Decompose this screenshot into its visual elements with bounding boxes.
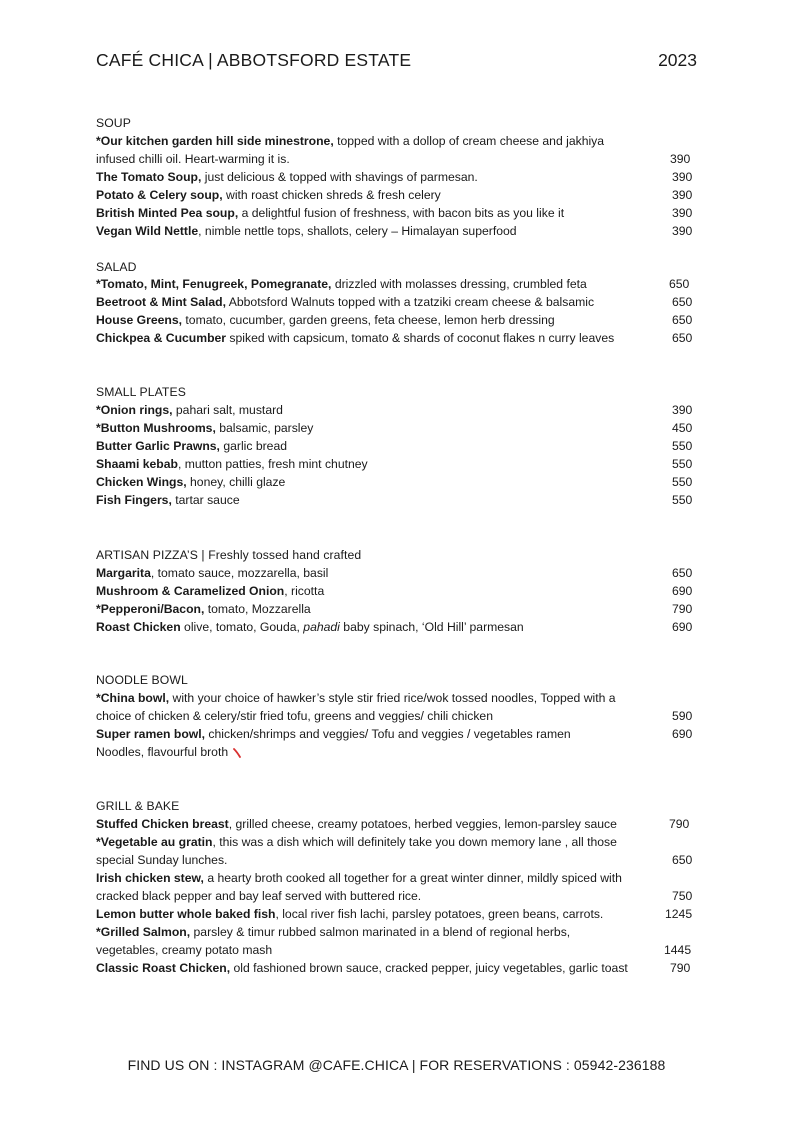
item-name: The Tomato Soup, (96, 170, 202, 184)
menu-item-tomato-soup (96, 170, 478, 184)
item-description: Noodles, flavourful broth (96, 745, 229, 759)
menu-item-minestrone (96, 134, 604, 148)
menu-item-chicken-wings (96, 475, 285, 489)
item-description: a hearty broth cooked all together for a great winter dinner, mildly spiced with (203, 871, 622, 885)
item-price: 690 (672, 584, 693, 598)
item-description: with roast chicken shreds & fresh celery (222, 188, 441, 202)
item-description-cont: special Sunday lunches. (96, 853, 228, 867)
item-name: *Our kitchen garden hill side minestrone, (96, 134, 334, 148)
item-name: Mushroom & Caramelized Onion (96, 584, 285, 598)
item-name: *Grilled Salmon, (96, 925, 191, 939)
item-price: 390 (672, 403, 693, 417)
menu-item-wild-nettle (96, 224, 517, 238)
item-name: *China bowl, (96, 691, 170, 705)
item-name: Lemon butter whole baked fish (96, 907, 276, 921)
item-description: chicken/shrimps and veggies/ Tofu and veggies / vegetables ramen (205, 727, 571, 741)
menu-item-margarita (96, 566, 328, 580)
item-description: topped with a dollop of cream cheese and jakhiya (333, 134, 605, 148)
item-description: , this was a dish which will definitely take you down memory lane , all those (212, 835, 617, 849)
item-price: 690 (672, 620, 693, 634)
item-description: a delightful fusion of freshness, with bacon bits as you like it (238, 206, 565, 220)
item-price: 390 (672, 206, 693, 220)
menu-item-pea-soup (96, 206, 564, 220)
item-name: Classic Roast Chicken, (96, 961, 231, 975)
item-description: garlic bread (219, 439, 288, 453)
section-title-grill-bake: GRILL & BAKE (96, 799, 180, 813)
menu-item-button-mushrooms (96, 421, 313, 435)
item-description-cont: vegetables, creamy potato mash (96, 943, 273, 957)
item-description: , local river fish lachi, parsley potatoes, green beans, carrots. (275, 907, 604, 921)
menu-header (96, 50, 697, 74)
item-description: with your choice of hawker’s style stir fried rice/wok tossed noodles, Topped with a (169, 691, 616, 705)
item-price: 550 (672, 475, 693, 489)
item-price: 690 (672, 727, 693, 741)
item-price: 650 (672, 295, 693, 309)
item-description: baby spinach, ‘Old Hill’ parmesan (339, 620, 524, 634)
menu-item-mushroom-onion-pizza (96, 584, 324, 598)
item-description-italic: pahadi (303, 620, 340, 634)
item-description: , tomato sauce, mozzarella, basil (150, 566, 329, 580)
item-name: Super ramen bowl, (96, 727, 206, 741)
item-description: olive, tomato, Gouda, (180, 620, 304, 634)
item-price: 390 (672, 188, 693, 202)
menu-item-roast-chicken-pizza (96, 620, 524, 634)
menu-item-vegetable-au-gratin (96, 835, 617, 849)
menu-item-baked-fish (96, 907, 603, 921)
item-price: 790 (672, 602, 693, 616)
item-description: tomato, Mozzarella (204, 602, 311, 616)
menu-item-chickpea-cucumber (96, 331, 614, 345)
item-name: Chicken Wings, (96, 475, 187, 489)
item-description: tomato, cucumber, garden greens, feta cheese, lemon herb dressing (182, 313, 555, 327)
item-price: 550 (672, 457, 693, 471)
item-price: 1245 (665, 907, 693, 921)
item-description: balsamic, parsley (215, 421, 314, 435)
item-price: 390 (672, 224, 693, 238)
item-price: 450 (672, 421, 693, 435)
item-description: drizzled with molasses dressing, crumbled feta (331, 277, 587, 291)
section-title-noodle-bowl: NOODLE BOWL (96, 673, 188, 687)
item-description: parsley & timur rubbed salmon marinated in a blend of regional herbs, (190, 925, 571, 939)
item-name: Butter Garlic Prawns, (96, 439, 220, 453)
item-name: Vegan Wild Nettle (96, 224, 199, 238)
item-price: 1445 (664, 943, 692, 957)
item-name: Stuffed Chicken breast (96, 817, 229, 831)
item-name: British Minted Pea soup, (96, 206, 239, 220)
menu-item-beetroot-salad (96, 295, 594, 309)
item-price: 650 (672, 853, 693, 867)
page-title: CAFÉ CHICA | ABBOTSFORD ESTATE (96, 50, 412, 70)
item-description: spiked with capsicum, tomato & shards of coconut flakes n curry leaves (226, 331, 615, 345)
section-title-salad: SALAD (96, 260, 137, 274)
item-name: *Button Mushrooms, (96, 421, 216, 435)
item-name: Chickpea & Cucumber (96, 331, 227, 345)
item-description: Abbotsford Walnuts topped with a tzatziki cream cheese & balsamic (226, 295, 595, 309)
menu-item-pepperoni-bacon (96, 602, 311, 616)
item-price: 650 (672, 566, 693, 580)
item-price: 650 (672, 331, 693, 345)
menu-item-china-bowl (96, 691, 616, 705)
item-description-cont: cracked black pepper and bay leaf served with buttered rice. (96, 889, 422, 903)
item-name: Roast Chicken (96, 620, 181, 634)
item-name: Potato & Celery soup, (96, 188, 223, 202)
menu-item-shaami-kebab (96, 457, 368, 471)
item-price: 790 (670, 961, 691, 975)
menu-year: 2023 (658, 50, 697, 70)
menu-item-ramen-bowl (96, 727, 571, 741)
menu-item-stuffed-chicken (96, 817, 617, 831)
item-description: just delicious & topped with shavings of parmesan. (201, 170, 478, 184)
item-description: , nimble nettle tops, shallots, celery – Himalayan superfood (198, 224, 517, 238)
menu-item-fish-fingers (96, 493, 240, 507)
item-name: Fish Fingers, (96, 493, 172, 507)
menu-item-grilled-salmon (96, 925, 570, 939)
item-name: *Tomato, Mint, Fenugreek, Pomegranate, (96, 277, 332, 291)
item-price: 790 (669, 817, 690, 831)
item-description-cont: choice of chicken & celery/stir fried tofu, greens and veggies/ chili chicken (96, 709, 493, 723)
menu-item-classic-roast-chicken (96, 961, 628, 975)
item-name: Shaami kebab (96, 457, 178, 471)
item-description: honey, chilli glaze (186, 475, 286, 489)
item-name: Irish chicken stew, (96, 871, 204, 885)
menu-item-potato-celery-soup (96, 188, 441, 202)
item-description-cont (96, 745, 242, 759)
footer-contact: FIND US ON : INSTAGRAM @CAFE.CHICA | FOR RESERVATIONS : 05942-236188 (127, 1057, 666, 1073)
item-name: House Greens, (96, 313, 183, 327)
item-description: , ricotta (284, 584, 325, 598)
item-name: Beetroot & Mint Salad, (96, 295, 227, 309)
chili-icon (232, 748, 242, 758)
item-price: 650 (672, 313, 693, 327)
item-price: 590 (672, 709, 693, 723)
menu-item-house-greens (96, 313, 555, 327)
item-name: *Pepperoni/Bacon, (96, 602, 205, 616)
item-name: Margarita (96, 566, 151, 580)
item-price: 390 (670, 152, 691, 166)
item-name: *Vegetable au gratin (96, 835, 213, 849)
item-price: 550 (672, 493, 693, 507)
item-description-cont: infused chilli oil. Heart-warming it is. (96, 152, 290, 166)
section-title-small-plates: SMALL PLATES (96, 385, 186, 399)
item-price: 390 (672, 170, 693, 184)
item-price: 550 (672, 439, 693, 453)
menu-item-irish-chicken-stew (96, 871, 622, 885)
item-name: *Onion rings, (96, 403, 173, 417)
menu-item-onion-rings (96, 403, 283, 417)
item-description: tartar sauce (171, 493, 240, 507)
item-description: old fashioned brown sauce, cracked pepper, juicy vegetables, garlic toast (230, 961, 628, 975)
item-price: 650 (669, 277, 690, 291)
item-description: , mutton patties, fresh mint chutney (177, 457, 368, 471)
menu-item-tomato-mint-salad (96, 277, 587, 291)
section-title-pizza: ARTISAN PIZZA’S | Freshly tossed hand crafted (96, 548, 362, 562)
item-description: pahari salt, mustard (172, 403, 283, 417)
item-description: , grilled cheese, creamy potatoes, herbed veggies, lemon-parsley sauce (228, 817, 617, 831)
item-price: 750 (672, 889, 693, 903)
menu-item-garlic-prawns (96, 439, 287, 453)
section-title-soup: SOUP (96, 116, 131, 130)
